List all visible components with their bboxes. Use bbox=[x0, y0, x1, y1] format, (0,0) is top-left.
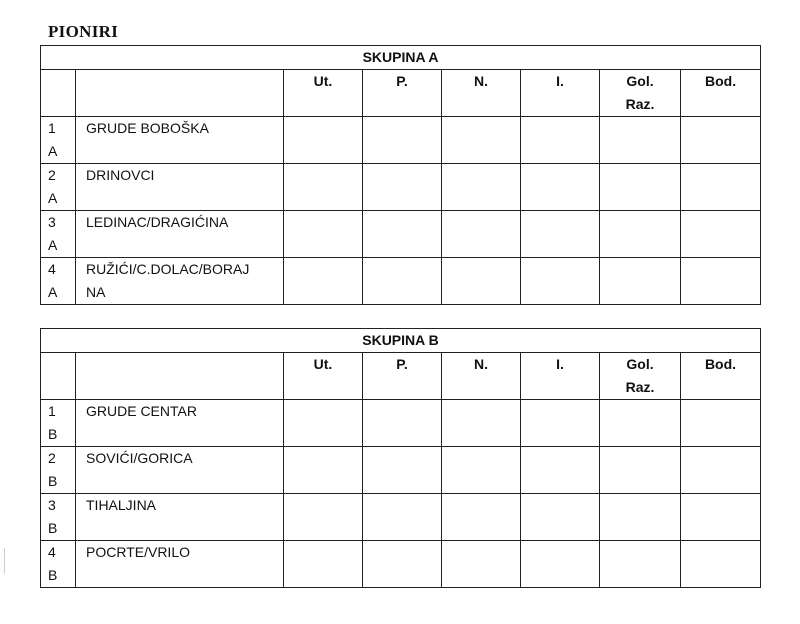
cell-losses bbox=[521, 447, 600, 494]
cell-played bbox=[284, 447, 363, 494]
header-points: Bod. bbox=[681, 70, 761, 117]
table-row bbox=[41, 447, 761, 494]
team-name: RUŽIĆI/C.DOLAC/BORAJ NA bbox=[76, 258, 284, 305]
cell-played bbox=[284, 541, 363, 588]
cell-wins bbox=[363, 447, 442, 494]
cell-goal-diff bbox=[600, 400, 681, 447]
cell-draws bbox=[442, 164, 521, 211]
cell-draws bbox=[442, 211, 521, 258]
cell-losses bbox=[521, 164, 600, 211]
edge-divider bbox=[0, 548, 5, 574]
cell-losses bbox=[521, 400, 600, 447]
cell-played bbox=[284, 211, 363, 258]
header-losses: I. bbox=[521, 70, 600, 117]
cell-played bbox=[284, 400, 363, 447]
header-team bbox=[76, 70, 284, 117]
cell-wins bbox=[363, 117, 442, 164]
header-goal-diff: Gol. Raz. bbox=[600, 353, 681, 400]
cell-goal-diff bbox=[600, 117, 681, 164]
cell-losses bbox=[521, 117, 600, 164]
cell-played bbox=[284, 117, 363, 164]
table-row bbox=[41, 164, 761, 211]
cell-wins bbox=[363, 211, 442, 258]
team-num: 1 B bbox=[41, 400, 76, 447]
cell-losses bbox=[521, 541, 600, 588]
cell-draws bbox=[442, 494, 521, 541]
header-wins: P. bbox=[363, 70, 442, 117]
cell-points bbox=[681, 494, 761, 541]
cell-goal-diff bbox=[600, 447, 681, 494]
cell-goal-diff bbox=[600, 211, 681, 258]
group-table-a bbox=[40, 45, 761, 305]
header-team bbox=[76, 353, 284, 400]
header-wins: P. bbox=[363, 353, 442, 400]
cell-wins bbox=[363, 541, 442, 588]
cell-points bbox=[681, 400, 761, 447]
cell-goal-diff bbox=[600, 494, 681, 541]
header-num bbox=[41, 70, 76, 117]
cell-draws bbox=[442, 447, 521, 494]
team-num: 2 A bbox=[41, 164, 76, 211]
cell-played bbox=[284, 494, 363, 541]
header-played: Ut. bbox=[284, 70, 363, 117]
team-num: 3 A bbox=[41, 211, 76, 258]
team-num: 1 A bbox=[41, 117, 76, 164]
team-name: POCRTE/VRILO bbox=[76, 541, 284, 588]
cell-wins bbox=[363, 258, 442, 305]
cell-losses bbox=[521, 494, 600, 541]
cell-points bbox=[681, 541, 761, 588]
page-title: PIONIRI bbox=[48, 22, 119, 41]
table-row bbox=[41, 494, 761, 541]
header-draws: N. bbox=[442, 353, 521, 400]
team-name: TIHALJINA bbox=[76, 494, 284, 541]
table-row bbox=[41, 541, 761, 588]
cell-points bbox=[681, 447, 761, 494]
cell-losses bbox=[521, 211, 600, 258]
team-num: 2 B bbox=[41, 447, 76, 494]
table-row bbox=[41, 117, 761, 164]
group-table-b bbox=[40, 328, 761, 588]
cell-played bbox=[284, 164, 363, 211]
cell-wins bbox=[363, 164, 442, 211]
group-name: SKUPINA A bbox=[41, 46, 761, 70]
cell-draws bbox=[442, 117, 521, 164]
header-losses: I. bbox=[521, 353, 600, 400]
cell-goal-diff bbox=[600, 258, 681, 305]
header-num bbox=[41, 353, 76, 400]
cell-points bbox=[681, 258, 761, 305]
cell-draws bbox=[442, 541, 521, 588]
table-row bbox=[41, 211, 761, 258]
table-row bbox=[41, 400, 761, 447]
team-name: LEDINAC/DRAGIĆINA bbox=[76, 211, 284, 258]
cell-goal-diff bbox=[600, 164, 681, 211]
team-name: GRUDE CENTAR bbox=[76, 400, 284, 447]
team-num: 4 B bbox=[41, 541, 76, 588]
table-row bbox=[41, 258, 761, 305]
cell-points bbox=[681, 211, 761, 258]
header-goal-diff: Gol. Raz. bbox=[600, 70, 681, 117]
cell-draws bbox=[442, 258, 521, 305]
header-draws: N. bbox=[442, 70, 521, 117]
cell-points bbox=[681, 117, 761, 164]
team-name: SOVIĆI/GORICA bbox=[76, 447, 284, 494]
team-name: DRINOVCI bbox=[76, 164, 284, 211]
team-num: 3 B bbox=[41, 494, 76, 541]
group-name: SKUPINA B bbox=[41, 329, 761, 353]
team-name: GRUDE BOBOŠKA bbox=[76, 117, 284, 164]
cell-points bbox=[681, 164, 761, 211]
team-num: 4 A bbox=[41, 258, 76, 305]
cell-losses bbox=[521, 258, 600, 305]
cell-wins bbox=[363, 400, 442, 447]
header-points: Bod. bbox=[681, 353, 761, 400]
cell-draws bbox=[442, 400, 521, 447]
cell-played bbox=[284, 258, 363, 305]
cell-goal-diff bbox=[600, 541, 681, 588]
cell-wins bbox=[363, 494, 442, 541]
header-played: Ut. bbox=[284, 353, 363, 400]
